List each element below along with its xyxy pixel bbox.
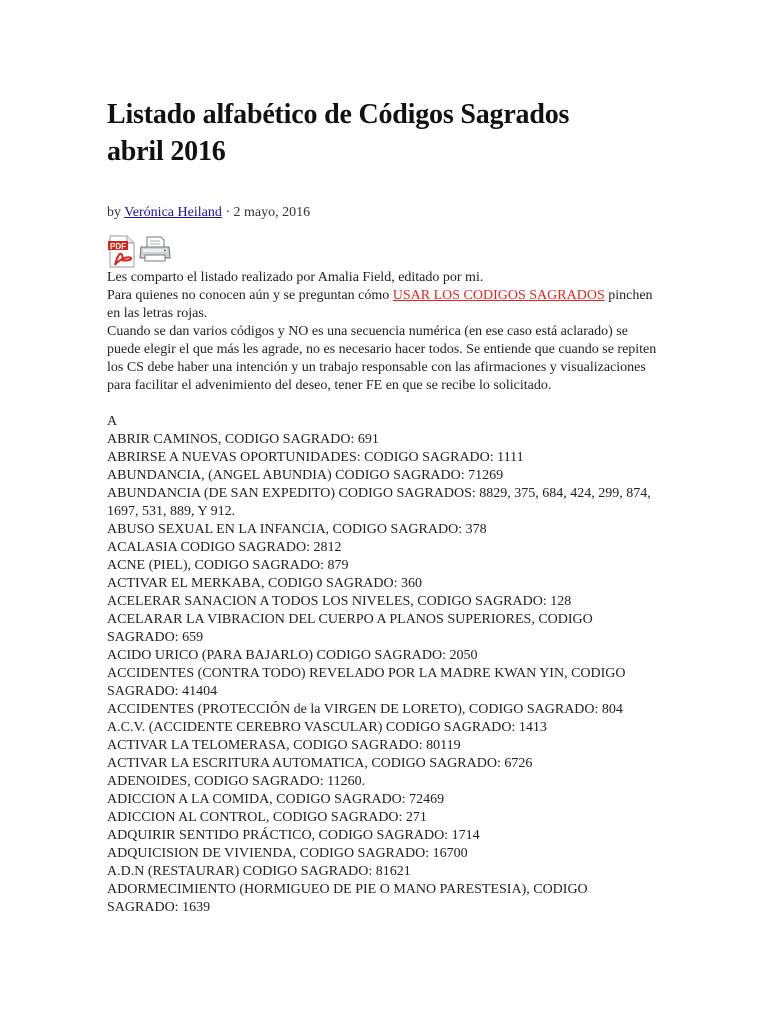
intro-text	[107, 269, 657, 395]
list-item: ADORMECIMIENTO (HORMIGUEO DE PIE O MANO PARESTESIA), CODIGO SAGRADO: 1639	[107, 882, 588, 915]
page-title-line2: abril 2016	[107, 136, 226, 167]
list-item: ABUNDANCIA (DE SAN EXPEDITO) CODIGO SAGRADOS: 8829, 375, 684, 424, 299, 874, 1697, 531, 889, Y 912.	[107, 486, 651, 519]
byline	[107, 204, 657, 222]
list-item: ACTIVAR LA TELOMERASA, CODIGO SAGRADO: 80119	[107, 738, 461, 753]
list-item: A.C.V. (ACCIDENTE CEREBRO VASCULAR) CODIGO SAGRADO: 1413	[107, 720, 547, 735]
usar-codigos-link[interactable]: USAR LOS CODIGOS SAGRADOS	[392, 288, 605, 303]
list-item: ACNE (PIEL), CODIGO SAGRADO: 879	[107, 558, 349, 573]
pdf-icon[interactable]	[107, 235, 137, 268]
page-title-line1: Listado alfabético de Códigos Sagrados	[107, 99, 570, 130]
list-item: ACALASIA CODIGO SAGRADO: 2812	[107, 540, 342, 555]
page-title	[107, 96, 657, 170]
intro-line-2	[107, 287, 657, 323]
list-item: ADQUICISION DE VIVIENDA, CODIGO SAGRADO: 16700	[107, 846, 468, 861]
svg-text:PDF: PDF	[110, 242, 126, 251]
list-item: ACELARAR LA VIBRACION DEL CUERPO A PLANOS SUPERIORES, CODIGO SAGRADO: 659	[107, 612, 593, 645]
section-letter: A	[107, 414, 118, 429]
list-item: ACCIDENTES (CONTRA TODO) REVELADO POR LA MADRE KWAN YIN, CODIGO SAGRADO: 41404	[107, 666, 626, 699]
codes-list	[107, 413, 657, 917]
intro-paragraph: Cuando se dan varios códigos y NO es una secuencia numérica (en ese caso está aclarado) se puede elegir el que más les agrade, no es necesario hacer todos. Se entiende que cuando se repiten los CS debe haber una intención y un trabajo responsable con las afirmaciones y visualizaciones para facilitar el advenimiento del deseo, tener FE en que se recibe lo solicitado.	[107, 324, 657, 393]
byline-prefix: by	[107, 205, 125, 220]
list-item: ADICCION AL CONTROL, CODIGO SAGRADO: 271	[107, 810, 427, 825]
list-item: ADICCION A LA COMIDA, CODIGO SAGRADO: 72469	[107, 792, 445, 807]
list-item: A.D.N (RESTAURAR) CODIGO SAGRADO: 81621	[107, 864, 411, 879]
list-item: ACELERAR SANACION A TODOS LOS NIVELES, CODIGO SAGRADO: 128	[107, 594, 572, 609]
list-item: ABUNDANCIA, (ANGEL ABUNDIA) CODIGO SAGRADO: 71269	[107, 468, 504, 483]
list-item: ADQUIRIR SENTIDO PRÁCTICO, CODIGO SAGRADO: 1714	[107, 828, 480, 843]
share-toolbar	[107, 235, 657, 268]
printer-icon[interactable]	[139, 235, 169, 268]
author-link[interactable]: Verónica Heiland	[124, 205, 222, 220]
list-item: ACIDO URICO (PARA BAJARLO) CODIGO SAGRADO: 2050	[107, 648, 478, 663]
list-item: ADENOIDES, CODIGO SAGRADO: 11260.	[107, 774, 366, 789]
list-item: ACTIVAR EL MERKABA, CODIGO SAGRADO: 360	[107, 576, 423, 591]
intro-line-2-suffix: pinchen en las letras rojas.	[107, 288, 653, 321]
intro-line-1: Les comparto el listado realizado por Amalia Field, editado por mi.	[107, 270, 484, 285]
list-item: ABUSO SEXUAL EN LA INFANCIA, CODIGO SAGRADO: 378	[107, 522, 487, 537]
article	[107, 96, 657, 917]
list-item: ABRIRSE A NUEVAS OPORTUNIDADES: CODIGO SAGRADO: 1111	[107, 450, 524, 465]
list-item: ABRIR CAMINOS, CODIGO SAGRADO: 691	[107, 432, 379, 447]
list-item: ACCIDENTES (PROTECCIÓN de la VIRGEN DE LORETO), CODIGO SAGRADO: 804	[107, 702, 623, 717]
list-item: ACTIVAR LA ESCRITURA AUTOMATICA, CODIGO SAGRADO: 6726	[107, 756, 533, 771]
publish-date: 2 mayo, 2016	[233, 205, 311, 220]
byline-separator: ·	[221, 205, 234, 220]
intro-line-2-prefix: Para quienes no conocen aún y se preguntan cómo	[107, 288, 393, 303]
